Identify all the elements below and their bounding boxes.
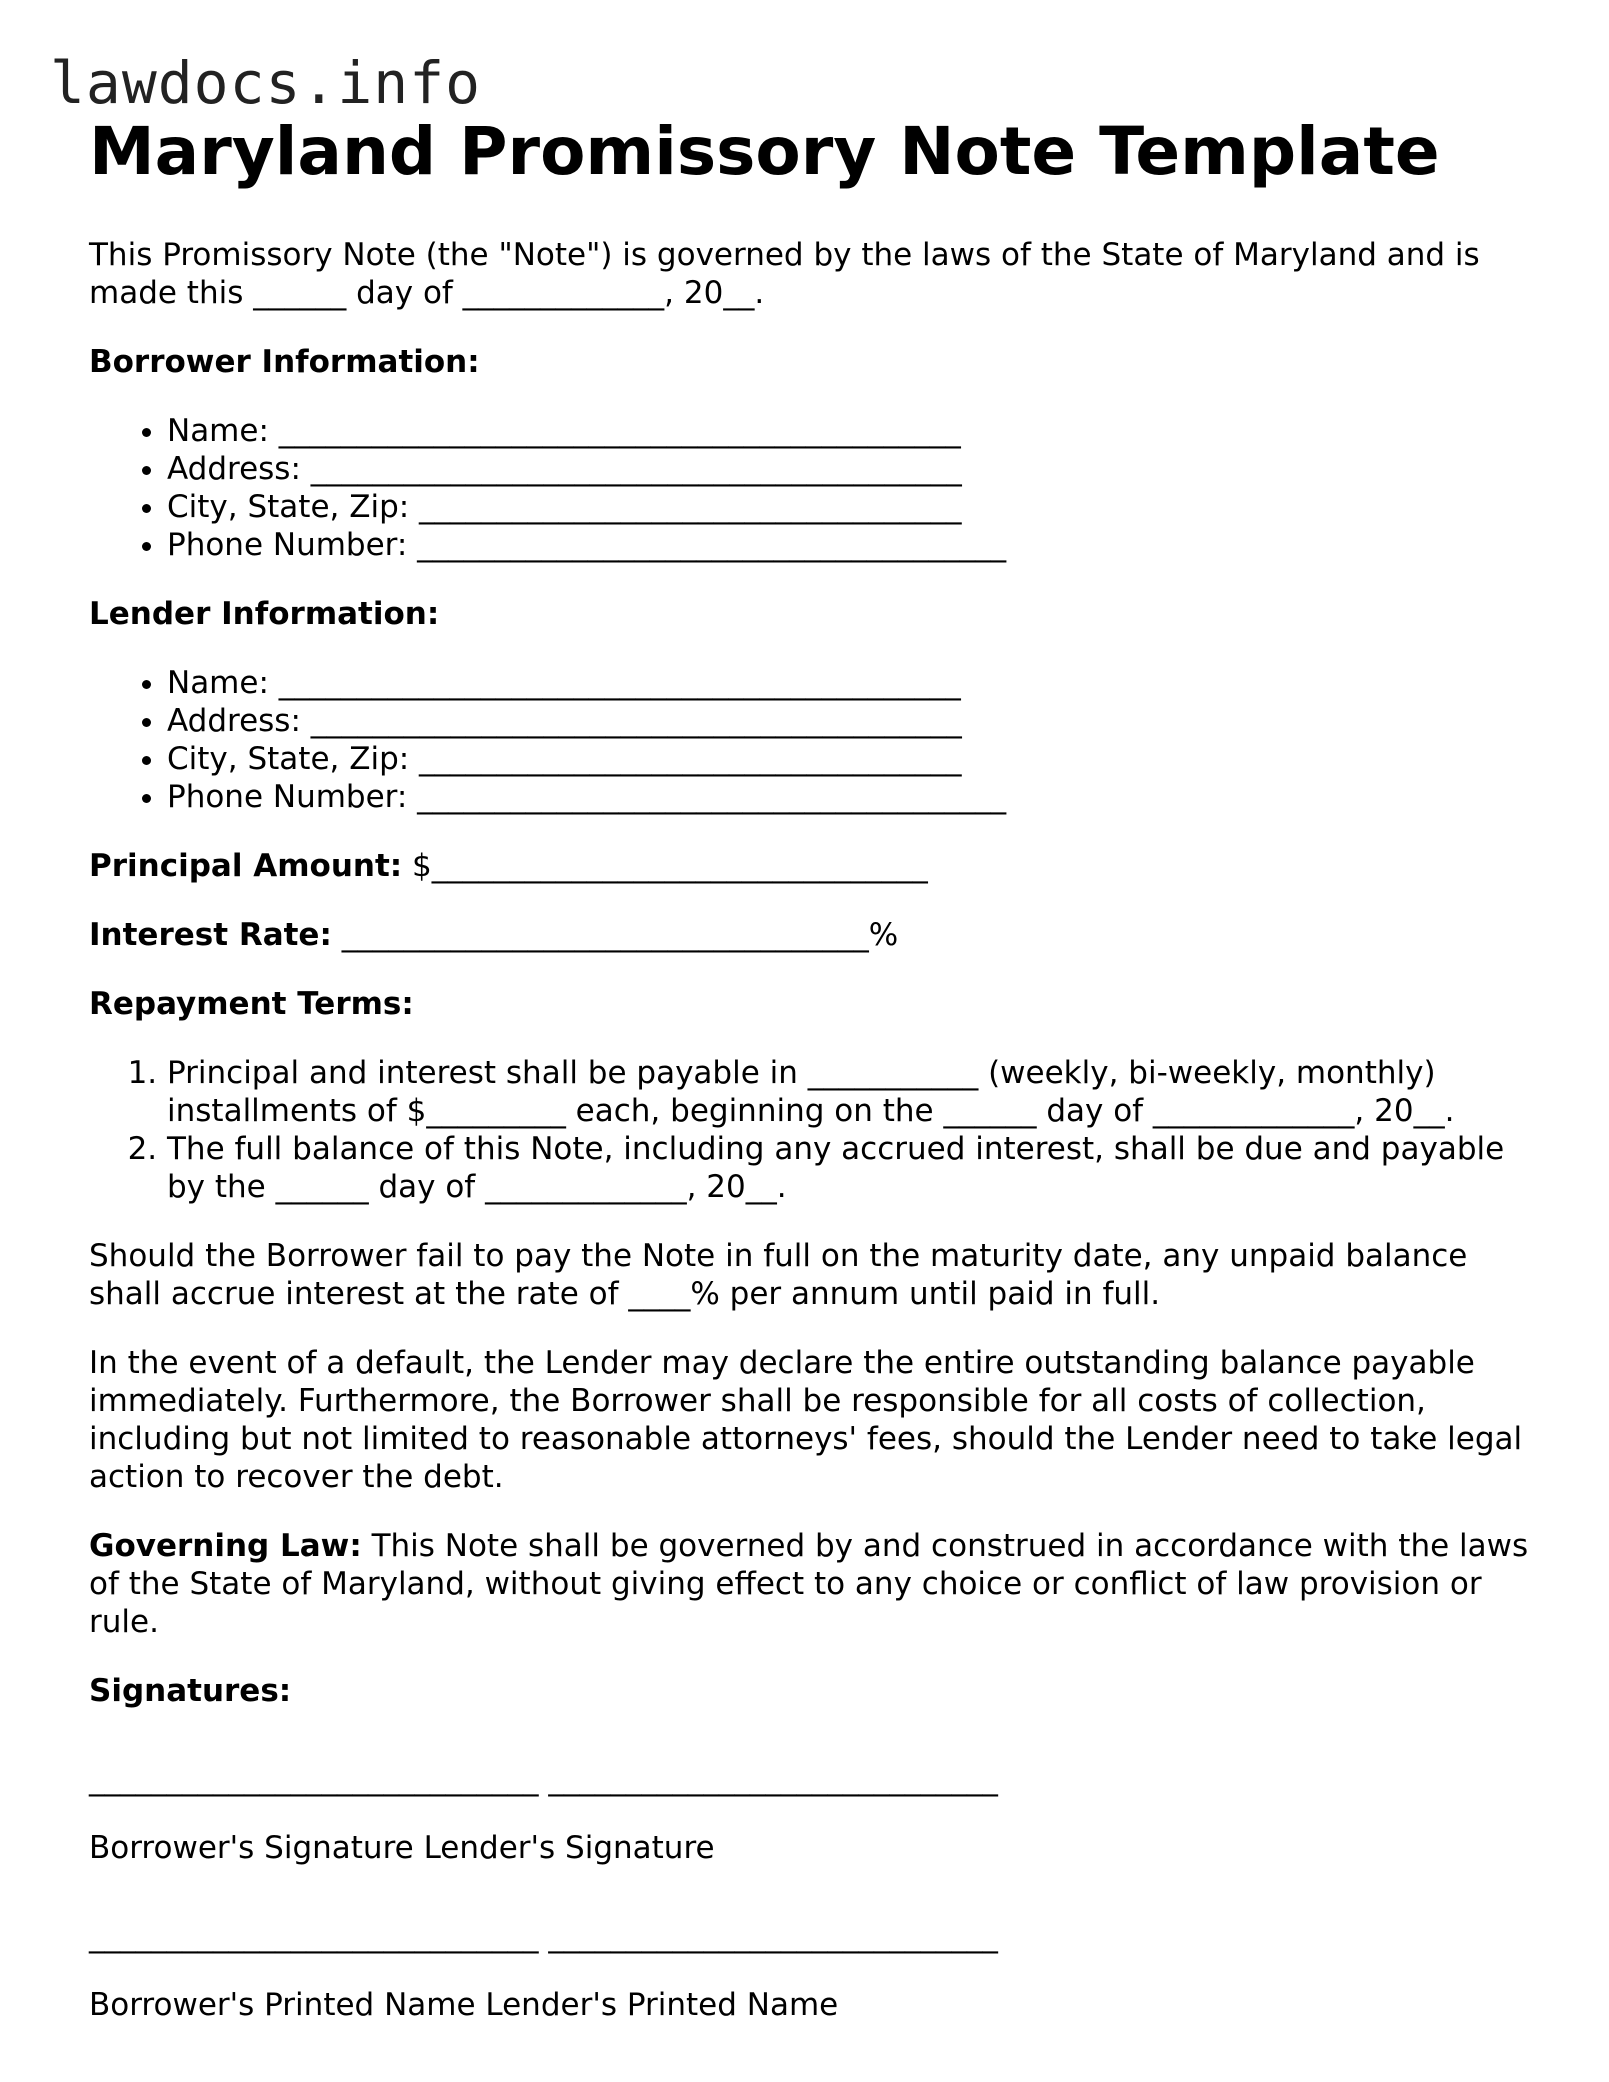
lender-city-state-zip-field: • City, State, Zip: ___________________________________: [167, 740, 1549, 778]
borrower-phone-field: • Phone Number: ______________________________________: [167, 526, 1549, 564]
printed-name-captions: Borrower's Printed Name Lender's Printed Name: [89, 1987, 839, 2023]
borrower-heading: Borrower Information:: [89, 344, 480, 380]
principal-amount-blank: $________________________________: [412, 848, 928, 884]
repayment-terms-list: [89, 1054, 1549, 1206]
borrower-city-state-zip-field: • City, State, Zip: ___________________________________: [167, 488, 1549, 526]
borrower-address-field: • Address: __________________________________________: [167, 450, 1549, 488]
borrower-fields-list: [89, 412, 1549, 564]
lender-fields-list: [89, 664, 1549, 816]
borrower-name-field: • Name: ____________________________________________: [167, 412, 1549, 450]
interest-rate-line: [89, 916, 1549, 954]
principal-amount-label: Principal Amount:: [89, 848, 403, 884]
intro-paragraph: This Promissory Note (the "Note") is governed by the laws of the State of Maryland and is made this ______ day of _____________, 20__.: [89, 237, 1480, 311]
lender-address-field: • Address: __________________________________________: [167, 702, 1549, 740]
governing-law-text: This Note shall be governed by and construed in accordance with the laws of the State of Maryland, without giving effect to any choice or conflict of law provision or rule.: [89, 1528, 1529, 1640]
repayment-term-installments: 1. Principal and interest shall be payable in ___________ (weekly, bi-weekly, monthly) installments of $_________ each, beginning on the ______ day of _____________, 20__.: [167, 1054, 1549, 1130]
signatures-heading: Signatures:: [89, 1673, 292, 1709]
printed-name-lines: _____________________________ _____________________________: [89, 1918, 998, 1954]
watermark: lawdocs.info: [50, 49, 482, 117]
lender-phone-field: • Phone Number: ______________________________________: [167, 778, 1549, 816]
late-payment-paragraph: Should the Borrower fail to pay the Note in full on the maturity date, any unpaid balance shall accrue interest at the rate of ____% per annum until paid in full.: [89, 1238, 1468, 1312]
governing-law-paragraph: [89, 1527, 1549, 1641]
interest-rate-label: Interest Rate:: [89, 917, 332, 953]
repayment-heading: Repayment Terms:: [89, 986, 414, 1022]
default-paragraph: In the event of a default, the Lender may declare the entire outstanding balance payable immediately. Furthermore, the Borrower shall be responsible for all costs of collection, including but not limited to reasonable attorneys' fees, should the Lender need to take legal action to recover the debt.: [89, 1345, 1523, 1495]
lender-heading: Lender Information:: [89, 596, 440, 632]
interest-rate-blank: __________________________________%: [341, 917, 899, 953]
repayment-term-full-balance: 2. The full balance of this Note, including any accrued interest, shall be due and payable by the ______ day of _____________, 20__.: [167, 1130, 1549, 1206]
lender-name-field: • Name: ____________________________________________: [167, 664, 1549, 702]
governing-law-label: Governing Law:: [89, 1528, 362, 1564]
document-page: [89, 112, 1549, 2024]
principal-amount-line: [89, 847, 1549, 885]
signature-lines: _____________________________ _____________________________: [89, 1761, 998, 1797]
signature-captions: Borrower's Signature Lender's Signature: [89, 1830, 715, 1866]
document-title: Maryland Promissory Note Template: [89, 113, 1440, 190]
